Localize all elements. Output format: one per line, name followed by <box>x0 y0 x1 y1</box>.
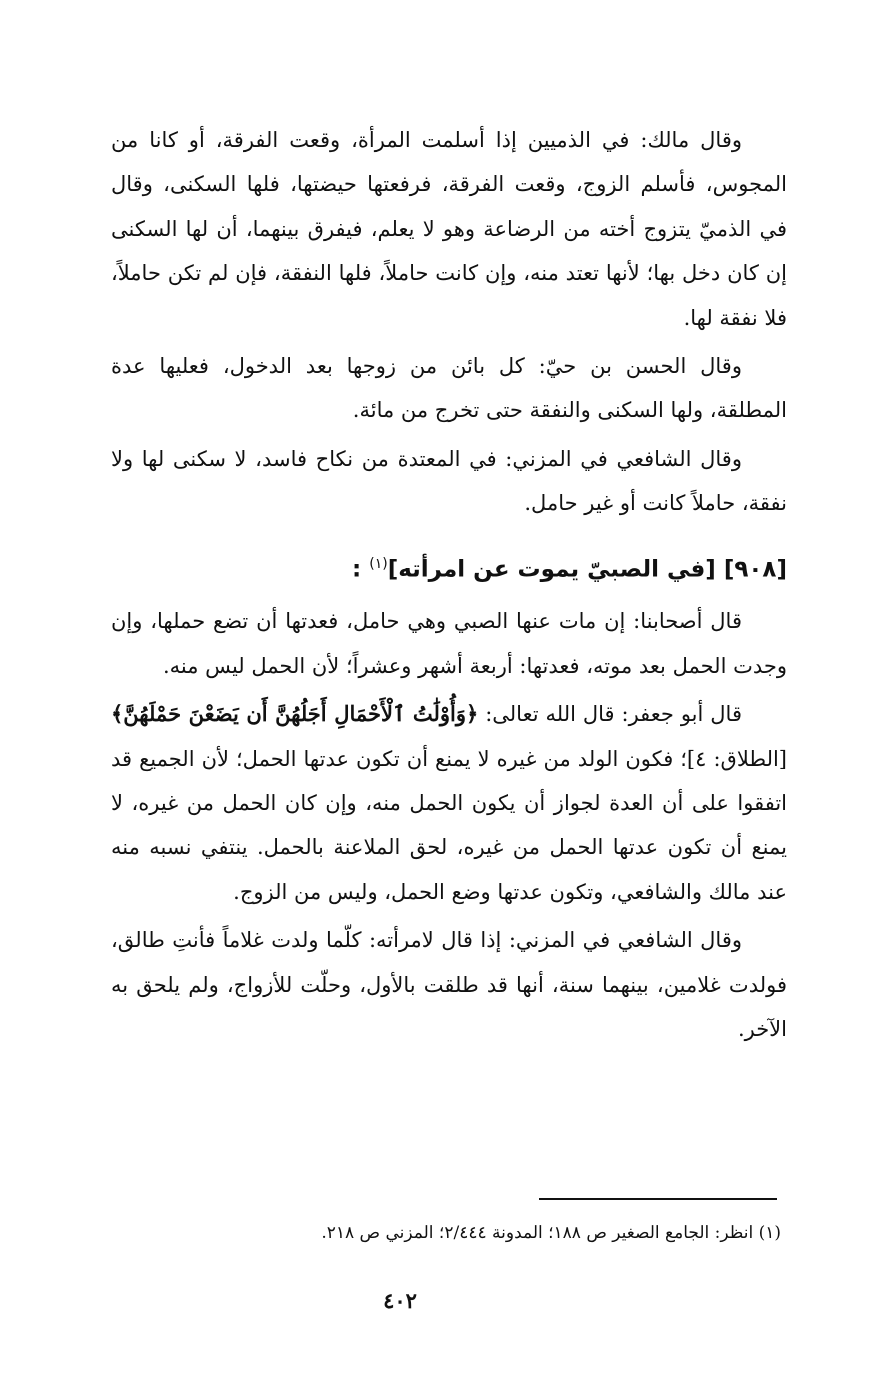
footnote: (١) انظر: الجامع الصغير ص ١٨٨؛ المدونة ٢/٤٤٤؛ المزني ص ٢١٨. <box>321 1223 781 1243</box>
heading-colon: : <box>352 556 362 583</box>
quran-commentary: [الطلاق: ٤]؛ فكون الولد من غيره لا يمنع أن تكون عدتها الحمل؛ لأن الجميع قد اتفقوا على أن العدة لجواز أن يكون الحمل منه، وإن كان الحمل من غيره، لا يمنع أن تكون عدتها الحمل من غيره، لحق الملاعنة بالحمل. ينتفي نسبه منه عند مالك والشافعي، وتكون عدتها وضع الحمل، وليس من الزوج. <box>111 746 788 904</box>
quran-verse: ﴿وَأُوْلَٰتُ ٱلْأَحْمَالِ أَجَلُهُنَّ أَن يَضَعْنَ حَمْلَهُنَّ﴾ <box>111 701 479 727</box>
paragraph-ashabuna: قال أصحابنا: إن مات عنها الصبي وهي حامل، فعدتها أن تضع حملها، وإن وجدت الحمل بعد موته، فعدتها: أربعة أشهر وعشراً؛ لأن الحمل ليس منه. <box>111 609 787 678</box>
footnote-reference[interactable]: (١) <box>369 555 388 572</box>
section-title: [في الصبيّ يموت عن امرأته] <box>387 556 716 583</box>
paragraph-shafii: وقال الشافعي في المزني: في المعتدة من نكاح فاسد، لا سكنى لها ولا نفقة، حاملاً كانت أو غير حامل. <box>111 446 787 516</box>
quran-intro: قال أبو جعفر: قال الله تعالى: <box>478 702 742 727</box>
page-number: ٤٠٢ <box>383 1288 417 1313</box>
paragraph-hasan: وقال الحسن بن حيّ: كل بائن من زوجها بعد الدخول، فعليها عدة المطلقة، ولها السكنى والنفقة حتى تخرج من مائة. <box>111 354 787 423</box>
paragraph-muzani: وقال الشافعي في المزني: إذا قال لامرأته: كلّما ولدت غلاماً فأنتِ طالق، فولدت غلامين، بينهما سنة، أنها قد طلقت بالأول، وحلّت للأزواج، ولم يلحق به الآخر. <box>111 928 787 1041</box>
paragraph-malik: وقال مالك: في الذميين إذا أسلمت المرأة، وقعت الفرقة، أو كانا من المجوس، فأسلم الزوج، وقعت الفرقة، فرفعتها حيضتها، فلها السكنى، وقال في الذميّ يتزوج أخته من الرضاعة وهو لا يعلم، فيفرق بينهما، أن لها السكنى إن كان دخل بها؛ لأنها تعتد منه، وإن كانت حاملاً، فلها النفقة، فإن لم تكن حاملاً، فلا نفقة لها. <box>111 128 787 330</box>
footnote-divider <box>539 1198 777 1200</box>
section-heading <box>111 540 787 594</box>
paragraph-abu-jafar <box>111 692 787 914</box>
page-body <box>111 118 787 1055</box>
section-number: [٩٠٨] <box>723 556 787 583</box>
